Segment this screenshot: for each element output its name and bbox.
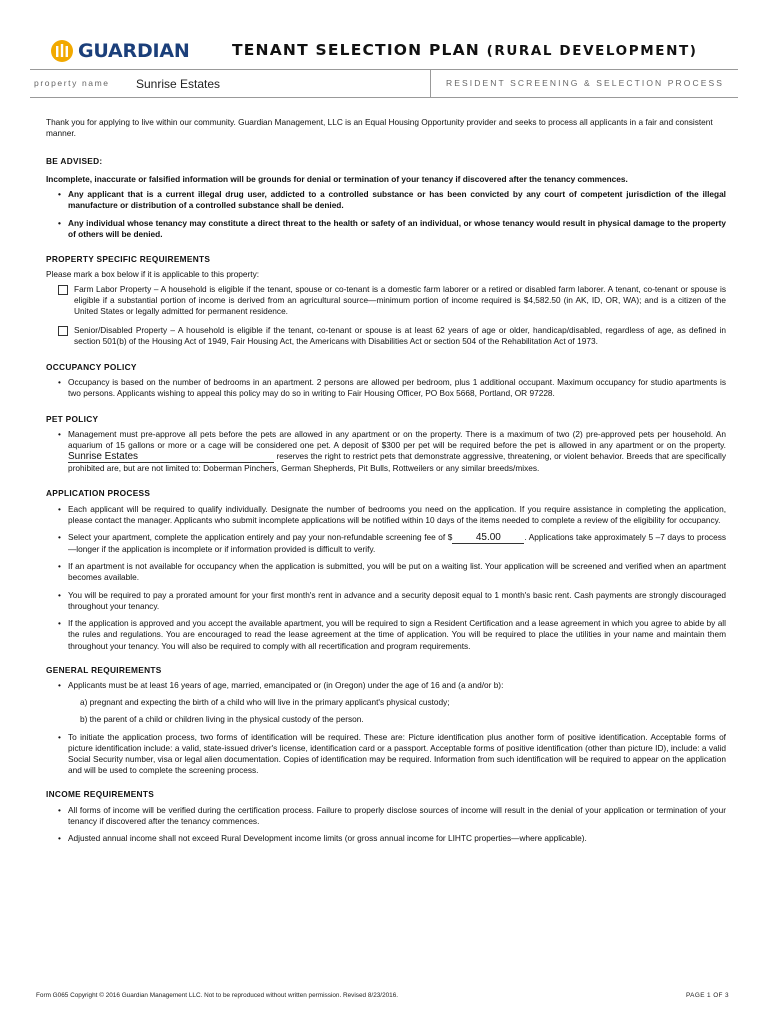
screening-label: RESIDENT SCREENING & SELECTION PROCESS [446, 78, 725, 88]
list-item: • Occupancy is based on the number of bedrooms in an apartment. 2 persons are allowed per bedroom, plus 1 additional occupant. Maximum occupancy for studio apartments is two persons. Applicants wishing to appeal this policy may do so in writing to Fair Housing Officer, PO Box 5668, Portland, OR 97228. [58, 377, 726, 399]
list-item: • Any individual whose tenancy may constitute a direct threat to the health or safety of an individual, or whose tenancy would result in physical damage to the property of others will be denied. [58, 218, 726, 240]
header-rule-top [30, 69, 738, 70]
senior-disabled-checkbox[interactable] [58, 326, 68, 336]
title-sub: (RURAL DEVELOPMENT) [486, 43, 698, 59]
list-item: • To initiate the application process, two forms of identification will be required. These are: Picture identification plus another form of positive identification. Acceptable forms of picture identification include: a valid, state-issued driver's license, identification card or a passport. Acceptable forms of positive identification (other than picture ID), include: a valid Social Security number, visa or legal alien documentation. Copies of identification may be required. Information from such identification will be required to appear on the application and will be used to complete the screening process. [58, 731, 726, 776]
footer-copyright: Form G065 Copyright © 2016 Guardian Management LLC. Not to be reproduced without written permission. Revised 8/23/2016. [36, 992, 399, 999]
advised-heading: BE ADVISED: [46, 156, 103, 167]
header-divider [430, 70, 431, 98]
page-number: PAGE 1 OF 3 [686, 992, 729, 999]
pet-policy-list [46, 429, 726, 475]
screening-fee-field[interactable]: 45.00 [452, 533, 524, 544]
property-name-label: property name [34, 78, 110, 88]
property-requirements-instruction: Please mark a box below if it is applicable to this property: [46, 268, 260, 279]
application-heading: APPLICATION PROCESS [46, 488, 151, 499]
pet-policy-heading: PET POLICY [46, 413, 99, 424]
list-item: • Select your apartment, complete the application entirely and pay your non-refundable screening fee of $ 45.00 . Applications take approximately 5 –7 days to process—longer if the application is incomplete or if information provided is difficult to verify. [58, 532, 726, 555]
farm-labor-checkbox[interactable] [58, 285, 68, 295]
list-item: • Applicants must be at least 16 years of age, married, emancipated or (in Oregon) under the age of 16 and (a and/or b): [58, 679, 504, 690]
list-item: • You will be required to pay a prorated amount for your first month's rent in advance and a security deposit equal to 1 month's basic rent. Cash payments are strongly discouraged throughout your tenancy. [58, 589, 726, 611]
general-list [46, 680, 726, 776]
brand-name: GUARDIAN [78, 40, 190, 62]
list-item: • All forms of income will be verified during the certification process. Failure to properly disclose sources of income will result in the denial of your application or termination of your tenancy if discovered after the tenancy commences. [58, 804, 726, 826]
occupancy-list [46, 377, 726, 399]
income-heading: INCOME REQUIREMENTS [46, 789, 155, 800]
title-main: TENANT SELECTION PLAN [232, 41, 480, 59]
list-item: • Management must pre-approve all pets before the pets are allowed in any apartment or on the property. There is a maximum of two (2) pre-approved pets per household. An aquarium of 15 gallons or more or a cage will be considered one pet. A deposit of $300 per pet will be required before the pet is allowed in any apartment or on the property. Sunrise Estates reserves the right to restrict pets that demonstrate aggressive, threatening, or violent behavior. Breeds that are specifically prohibited are, but are not limited to: Doberman Pinchers, German Shepherds, Pit Bulls, Rottweilers or any similar breeds/mixes. [58, 428, 726, 474]
income-list [46, 805, 726, 845]
intro-text: Thank you for applying to live within our community. Guardian Management, LLC is an Equal Housing Opportunity provider and seeks to process all applicants in a fair and consistent manner. [46, 117, 713, 139]
list-item: • If the application is approved and you accept the available apartment, you will be required to sign a Resident Certification and a lease agreement in which you agree to abide by all the rules and regulations. You are encouraged to read the lease agreement at the time of application. You will be required to place the utilities in your name and maintain them throughout your tenancy. You will also be required to comply with all recertification and program requirements. [58, 618, 726, 651]
advised-text: Incomplete, inaccurate or falsified information will be grounds for denial or termination of your tenancy if discovered after the tenancy commences. [46, 173, 628, 184]
guardian-emblem-icon [50, 39, 74, 63]
guardian-logo [50, 36, 190, 66]
occupancy-heading: OCCUPANCY POLICY [46, 362, 137, 373]
general-heading: GENERAL REQUIREMENTS [46, 664, 162, 675]
application-list [46, 504, 726, 652]
senior-disabled-option: Senior/Disabled Property – A household is eligible if the tenant, co-tenant or spouse is at least 62 years of age or older, handicap/disabled, regardless of age, as defined in section 501(b) of the Housing Act of 1949, Fair Housing Act, the Americans with Disabilities Act or section 504 of the Rehabilitation Act of 1973. [46, 325, 726, 347]
advised-list [46, 189, 726, 241]
header-rule-bottom [30, 97, 738, 98]
list-item: • Any applicant that is a current illegal drug user, addicted to a controlled substance or has been convicted by any court of competent jurisdiction of the illegal manufacture or distribution of a controlled substance shall be denied. [58, 188, 726, 211]
list-item: • If an apartment is not available for occupancy when the application is submitted, you will be put on a waiting list. Your application will be screened and verified when an apartment becomes available. [58, 561, 726, 583]
document-title [232, 41, 728, 59]
pet-property-name-field[interactable]: Sunrise Estates [68, 452, 274, 463]
list-item: • Each applicant will be required to qualify individually. Designate the number of bedrooms you need on the application. If you require assistance in completing the application, please contact the manager. Applicants who submit incomplete applications will be notified within 10 days of the items needed to complete a review of the eligibility for occupancy. [58, 503, 726, 525]
sub-item-b: b) the parent of a child or children living in the physical custody of the person. [80, 714, 364, 725]
property-name-field[interactable]: Sunrise Estates [136, 77, 221, 91]
property-requirements-heading: PROPERTY SPECIFIC REQUIREMENTS [46, 253, 211, 264]
document-body [46, 117, 726, 844]
list-item: • Adjusted annual income shall not exceed Rural Development income limits (or gross annual income for LIHTC properties—where applicable). [58, 832, 587, 843]
farm-labor-option: Farm Labor Property – A household is eligible if the tenant, spouse or co-tenant is a domestic farm laborer or a retired or disabled farm laborer. A tenant, co-tenant or spouse is eligible if a substantial portion of income is derived from an agricultural source—minimum portion of income required is $4,582.50 (in AK, ID, OR, WA); and is a citizen of the United States or legally admitted for permanent residence. [46, 284, 726, 318]
sub-item-a: a) pregnant and expecting the birth of a child who will live in the primary applicant's physical custody; [80, 697, 450, 708]
